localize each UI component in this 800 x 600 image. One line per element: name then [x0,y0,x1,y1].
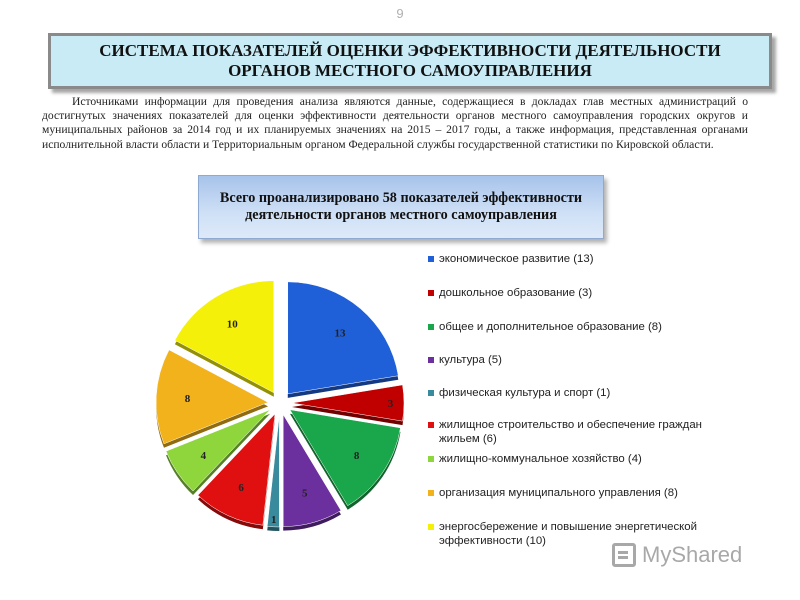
pie-slice-label: 4 [200,449,207,462]
legend-item [428,486,708,500]
legend-label: экономическое развитие (13) [439,253,594,265]
legend-label: энергосбережение и повышение энергетической эффективности (10) [439,521,697,547]
legend-swatch [428,357,434,363]
legend-swatch [428,290,434,296]
summary-callout [198,175,604,239]
myshared-watermark [612,540,742,570]
pie-slice-label: 5 [302,487,308,500]
legend-item [428,386,708,400]
legend-item [428,452,708,466]
pie-slice-label: 13 [334,327,346,340]
pie-chart [140,265,420,535]
title-line-2: ОРГАНОВ МЕСТНОГО САМОУПРАВЛЕНИЯ [228,61,592,80]
intro-paragraph: Источниками информации для проведения анализа являются данные, содержащиеся в докладах глав местных администраций о достигнутых значениях показателей для оценки эффективности деятельности органов местного самоуправления городских округов и муниципальных районов за 2014 год и их планируемых значениях на 2015 – 2017 годы, а также информация, представленная органами исполнительной власти области и Территориальным органом Федеральной службы государственной статистики по Кировской области. [42,95,748,151]
legend-swatch [428,490,434,496]
pie-slice-label: 10 [226,318,238,331]
legend-swatch [428,390,434,396]
watermark-text: MyShared [642,542,743,567]
legend-label: дошкольное образование (3) [439,287,593,299]
legend-swatch [428,422,434,428]
legend-label: организация муниципального управления (8) [439,487,678,499]
legend-item [428,286,708,300]
legend-label: общее и дополнительное образование (8) [439,321,662,333]
legend-swatch [428,456,434,462]
summary-text: Всего проанализировано 58 показателей эффективности деятельности органов местного самоуправления [219,190,583,223]
pie-slice-label: 1 [270,513,277,526]
legend-item [428,252,708,266]
legend-label: жилищное строительство и обеспечение граждан жильем (6) [439,419,702,445]
legend-item [428,353,708,367]
legend-label: физическая культура и спорт (1) [439,387,611,399]
legend-swatch [428,256,434,262]
page-number: 9 [396,6,404,21]
legend-label: культура (5) [439,354,502,366]
legend-label: жилищно-коммунальное хозяйство (4) [439,453,642,465]
pie-slice-label: 6 [238,482,244,495]
title-line-1: СИСТЕМА ПОКАЗАТЕЛЕЙ ОЦЕНКИ ЭФФЕКТИВНОСТИ ДЕЯТЕЛЬНОСТИ [99,41,721,60]
legend-item [428,320,708,334]
legend-swatch [428,524,434,530]
pie-slice-label: 8 [353,449,360,462]
slide-title [48,33,772,89]
pie-slice-label: 3 [387,398,394,410]
legend-swatch [428,324,434,330]
pie-slice-label: 8 [184,392,191,405]
legend-item [428,418,708,446]
presentation-icon [612,543,636,567]
